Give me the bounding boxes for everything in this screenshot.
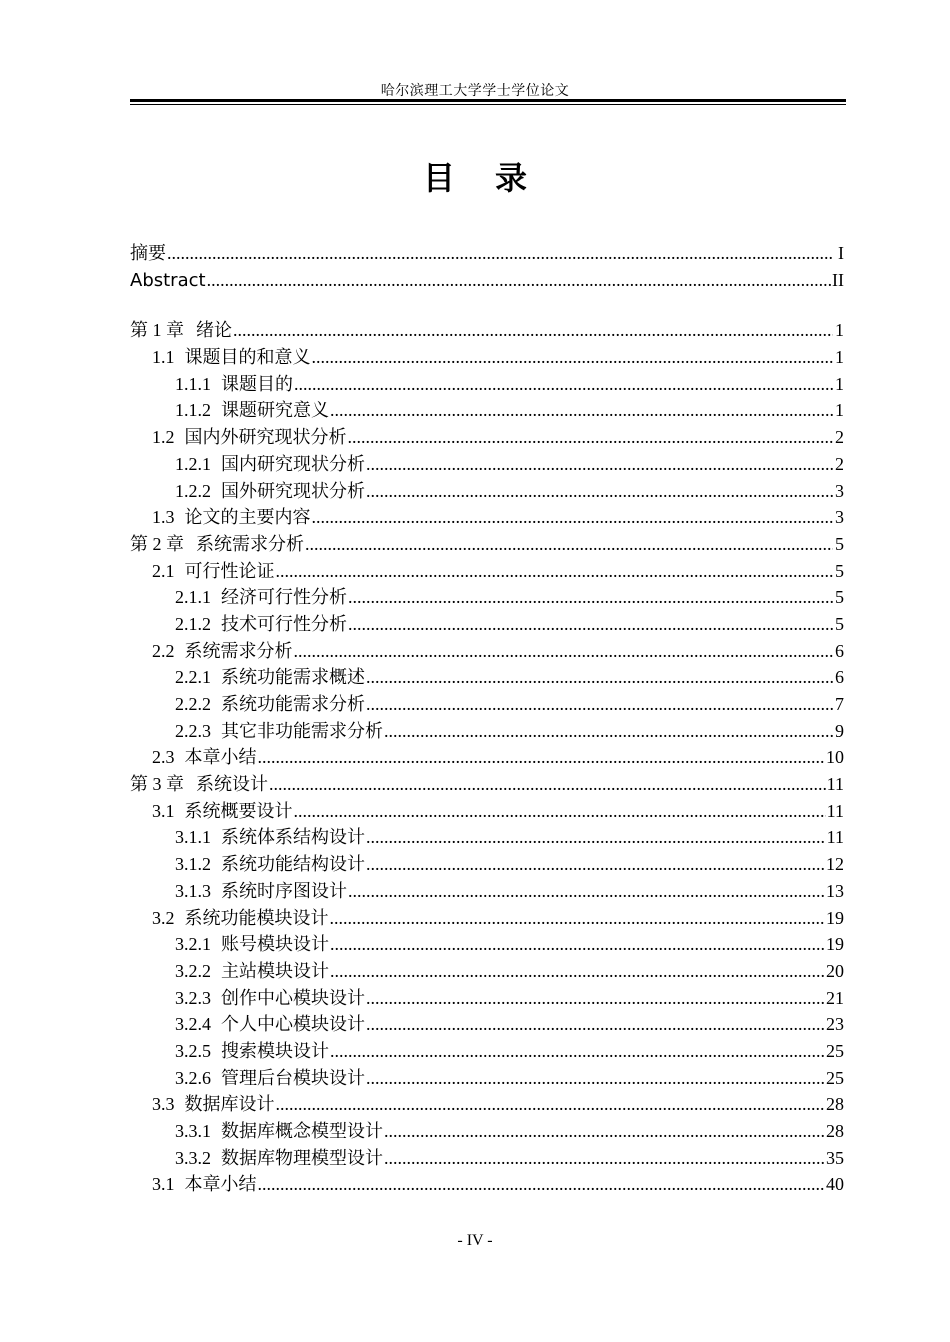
toc-entry[interactable] bbox=[130, 985, 844, 1012]
toc-dot-leader bbox=[366, 985, 825, 1012]
toc-entry-number: 2.1 bbox=[152, 560, 175, 581]
toc-dot-leader bbox=[348, 878, 825, 905]
toc-entry[interactable] bbox=[130, 905, 844, 932]
toc-entry-page: 10 bbox=[826, 747, 844, 768]
toc-entry-page: 5 bbox=[835, 533, 844, 554]
toc-entry-page: 35 bbox=[826, 1147, 844, 1168]
toc-entry[interactable] bbox=[130, 558, 844, 585]
toc-entry[interactable] bbox=[130, 1065, 844, 1092]
toc-entry[interactable] bbox=[130, 267, 844, 294]
toc-entry[interactable] bbox=[130, 1038, 844, 1065]
toc-entry-page: 7 bbox=[835, 694, 844, 714]
toc-entry[interactable] bbox=[130, 1171, 844, 1198]
toc-entry-number: 3.1 bbox=[152, 1174, 175, 1195]
toc-dot-leader bbox=[384, 718, 833, 745]
toc-entry-page: 2 bbox=[835, 427, 844, 448]
toc-entry-number: 3.2.5 bbox=[175, 1040, 211, 1061]
toc-dot-leader bbox=[348, 424, 834, 451]
toc-entry-number: 第 1 章 bbox=[130, 320, 184, 341]
toc-dot-leader bbox=[366, 478, 833, 505]
toc-entry-label: 国外研究现状分析 bbox=[221, 480, 365, 502]
toc-entry-page: II bbox=[832, 269, 844, 290]
toc-dot-leader bbox=[366, 1065, 825, 1092]
toc-entry-page: 19 bbox=[826, 934, 844, 955]
toc-entry[interactable] bbox=[130, 611, 844, 638]
toc-entry[interactable] bbox=[130, 451, 844, 478]
toc-entry-label: 摘要 bbox=[130, 243, 166, 264]
toc-entry-number: 第 3 章 bbox=[130, 774, 184, 795]
toc-entry[interactable] bbox=[130, 798, 844, 825]
toc-entry[interactable] bbox=[130, 504, 844, 531]
toc-entry-label: 课题目的和意义 bbox=[184, 347, 311, 369]
toc-entry-page: 19 bbox=[826, 907, 844, 928]
toc-entry-page: 23 bbox=[826, 1014, 844, 1035]
toc-entry-page: 5 bbox=[835, 613, 844, 634]
toc-entry-label: 数据库物理模型设计 bbox=[221, 1147, 383, 1169]
toc-dot-leader bbox=[294, 638, 834, 665]
toc-entry-label: 个人中心模块设计 bbox=[221, 1014, 365, 1036]
toc-entry[interactable] bbox=[130, 531, 844, 558]
toc-entry-label: 系统功能需求分析 bbox=[221, 694, 365, 715]
toc-entry-page: 1 bbox=[835, 400, 844, 421]
toc-entry-number: 2.1.2 bbox=[175, 613, 211, 634]
toc-entry-number: 2.2.3 bbox=[175, 720, 211, 741]
toc-entry[interactable] bbox=[130, 931, 844, 958]
toc-entry-number: 1.2 bbox=[152, 427, 175, 448]
toc-entry-number: 2.2.1 bbox=[175, 667, 211, 688]
toc-entry-number: 1.1.2 bbox=[175, 400, 211, 421]
toc-entry[interactable] bbox=[130, 958, 844, 985]
toc-entry-label: 绪论 bbox=[196, 320, 232, 342]
toc-dot-leader bbox=[276, 558, 834, 585]
toc-entry-number: 3.3.2 bbox=[175, 1147, 211, 1168]
toc-entry-label: 系统时序图设计 bbox=[221, 880, 347, 902]
toc-entry-label: 课题研究意义 bbox=[221, 400, 329, 422]
toc-entry-number: 1.2.2 bbox=[175, 480, 211, 501]
toc-entry-page: 11 bbox=[826, 800, 844, 821]
toc-entry-page: 5 bbox=[835, 560, 844, 581]
toc-entry-page: 1 bbox=[835, 373, 844, 394]
toc-entry-number: 3.1.1 bbox=[175, 827, 211, 848]
toc-entry-label: 论文的主要内容 bbox=[184, 507, 311, 529]
toc-entry-page: 6 bbox=[835, 667, 844, 688]
toc-entry-page: 6 bbox=[835, 640, 844, 661]
toc-entry-number: 3.3 bbox=[152, 1094, 175, 1115]
toc-entry-page: 1 bbox=[835, 320, 844, 341]
toc-entry-label: 系统需求分析 bbox=[196, 533, 304, 555]
toc-dot-leader bbox=[366, 1011, 825, 1038]
toc-entry-page: 12 bbox=[826, 854, 844, 875]
toc-entry-number: 3.2.4 bbox=[175, 1014, 211, 1035]
toc-entry-page: 1 bbox=[835, 347, 844, 368]
toc-entry-number: 1.1.1 bbox=[175, 373, 211, 394]
toc-dot-leader bbox=[258, 1171, 826, 1198]
toc-entry-number: 3.2 bbox=[152, 907, 175, 928]
toc-entry[interactable] bbox=[130, 718, 844, 745]
toc-dot-leader bbox=[366, 451, 833, 478]
toc-dot-leader bbox=[258, 744, 826, 771]
toc-entry-page: 3 bbox=[835, 507, 844, 528]
toc-entry-label: 账号模块设计 bbox=[221, 934, 329, 956]
toc-entry[interactable] bbox=[130, 478, 844, 505]
toc-dot-leader bbox=[384, 1118, 825, 1145]
toc-entry-number: 第 2 章 bbox=[130, 533, 184, 554]
toc-entry-label: 系统功能模块设计 bbox=[184, 907, 329, 929]
toc-dot-leader bbox=[294, 798, 826, 825]
toc-entry-number: 1.3 bbox=[152, 507, 175, 528]
toc-entry-number: 3.2.3 bbox=[175, 987, 211, 1008]
page-number: - IV - bbox=[457, 1232, 493, 1249]
toc-entry-number: 3.2.2 bbox=[175, 960, 211, 981]
page-title: 目录 bbox=[422, 159, 567, 197]
toc-entry-label: Abstract bbox=[130, 269, 206, 291]
table-of-contents bbox=[130, 240, 844, 1198]
toc-dot-leader bbox=[330, 958, 825, 985]
toc-dot-leader bbox=[207, 267, 831, 294]
toc-entry-page: 21 bbox=[826, 987, 844, 1008]
toc-entry[interactable] bbox=[130, 1091, 844, 1118]
toc-entry[interactable] bbox=[130, 344, 844, 371]
toc-entry-number: 3.2.6 bbox=[175, 1067, 211, 1088]
header-rule bbox=[130, 99, 846, 102]
toc-entry-label: 国内外研究现状分析 bbox=[184, 427, 347, 449]
toc-entry-label: 系统概要设计 bbox=[184, 800, 293, 822]
toc-dot-leader bbox=[294, 371, 833, 398]
toc-entry-label: 本章小结 bbox=[184, 1174, 257, 1196]
toc-dot-leader bbox=[366, 664, 833, 691]
toc-entry-number: 2.1.1 bbox=[175, 587, 211, 608]
toc-entry[interactable] bbox=[130, 824, 844, 851]
toc-entry-number: 3.1 bbox=[152, 800, 175, 821]
toc-entry-label: 经济可行性分析 bbox=[221, 587, 347, 609]
toc-entry-label: 其它非功能需求分析 bbox=[221, 720, 383, 742]
toc-entry-number: 3.1.2 bbox=[175, 854, 211, 875]
toc-entry-number: 1.2.1 bbox=[175, 453, 211, 474]
toc-entry-label: 国内研究现状分析 bbox=[221, 453, 365, 475]
toc-entry-page: 20 bbox=[826, 960, 844, 981]
toc-entry[interactable] bbox=[130, 1118, 844, 1145]
toc-entry[interactable] bbox=[130, 638, 844, 665]
toc-entry-number: 2.2 bbox=[152, 640, 175, 661]
toc-entry[interactable] bbox=[130, 1011, 844, 1038]
toc-entry[interactable] bbox=[130, 691, 844, 718]
toc-dot-leader bbox=[330, 905, 826, 932]
toc-entry-label: 数据库设计 bbox=[184, 1094, 275, 1116]
toc-entry[interactable] bbox=[130, 771, 844, 798]
toc-entry-page: 9 bbox=[835, 720, 844, 741]
toc-entry[interactable] bbox=[130, 851, 844, 878]
toc-entry-page: 28 bbox=[826, 1094, 844, 1115]
toc-dot-leader bbox=[233, 317, 833, 344]
toc-dot-leader bbox=[348, 611, 833, 638]
toc-entry-page: 11 bbox=[826, 774, 844, 795]
toc-dot-leader bbox=[366, 691, 833, 718]
toc-entry-page: 28 bbox=[826, 1121, 844, 1141]
toc-entry-label: 系统功能结构设计 bbox=[221, 854, 365, 876]
toc-entry-label: 数据库概念模型设计 bbox=[221, 1121, 383, 1142]
toc-dot-leader bbox=[384, 1145, 825, 1172]
toc-entry-page: 3 bbox=[835, 480, 844, 501]
toc-entry-number: 3.2.1 bbox=[175, 934, 211, 955]
toc-entry-label: 可行性论证 bbox=[184, 560, 275, 582]
toc-entry[interactable] bbox=[130, 397, 844, 424]
toc-entry[interactable] bbox=[130, 584, 844, 611]
toc-entry-number: 2.2.2 bbox=[175, 694, 211, 714]
toc-entry-number: 1.1 bbox=[152, 347, 175, 368]
toc-entry-label: 管理后台模块设计 bbox=[221, 1067, 365, 1089]
toc-entry-page: 11 bbox=[826, 827, 844, 848]
toc-dot-leader bbox=[167, 240, 833, 267]
toc-dot-leader bbox=[312, 504, 834, 531]
toc-entry-label: 系统设计 bbox=[196, 774, 268, 796]
toc-entry-number: 3.3.1 bbox=[175, 1121, 211, 1141]
toc-dot-leader bbox=[366, 824, 826, 851]
toc-entry-label: 课题目的 bbox=[221, 373, 293, 395]
toc-entry-page: 25 bbox=[826, 1067, 844, 1088]
toc-entry[interactable] bbox=[130, 1145, 844, 1172]
toc-entry-label: 系统功能需求概述 bbox=[221, 667, 365, 689]
toc-dot-leader bbox=[330, 931, 825, 958]
toc-dot-leader bbox=[305, 531, 833, 558]
toc-entry-label: 搜索模块设计 bbox=[221, 1040, 329, 1062]
toc-dot-leader bbox=[312, 344, 834, 371]
toc-entry[interactable] bbox=[130, 878, 844, 905]
toc-dot-leader bbox=[330, 1038, 825, 1065]
toc-entry-page: I bbox=[838, 243, 844, 263]
toc-entry-label: 系统体系结构设计 bbox=[221, 827, 365, 849]
toc-entry-label: 系统需求分析 bbox=[184, 640, 293, 662]
running-header: 哈尔滨理工大学学士学位论文 bbox=[380, 83, 570, 99]
toc-entry-label: 主站模块设计 bbox=[221, 960, 329, 982]
toc-entry[interactable] bbox=[130, 744, 844, 771]
toc-entry[interactable] bbox=[130, 371, 844, 398]
toc-entry[interactable] bbox=[130, 424, 844, 451]
header-rule-thin bbox=[130, 104, 846, 105]
toc-entry-number: 3.1.3 bbox=[175, 880, 211, 901]
toc-dot-leader bbox=[366, 851, 825, 878]
toc-entry[interactable] bbox=[130, 664, 844, 691]
toc-entry-page: 40 bbox=[826, 1174, 844, 1195]
toc-dot-leader bbox=[330, 397, 833, 424]
toc-entry[interactable] bbox=[130, 240, 844, 267]
toc-entry-page: 2 bbox=[835, 453, 844, 474]
toc-entry-label: 创作中心模块设计 bbox=[221, 987, 365, 1009]
toc-entry-number: 2.3 bbox=[152, 747, 175, 768]
toc-dot-leader bbox=[269, 771, 826, 798]
toc-dot-leader bbox=[276, 1091, 826, 1118]
toc-entry-label: 本章小结 bbox=[184, 747, 257, 769]
toc-entry[interactable] bbox=[130, 317, 844, 344]
toc-entry-page: 5 bbox=[835, 587, 844, 608]
toc-dot-leader bbox=[348, 584, 833, 611]
toc-entry-page: 25 bbox=[826, 1040, 844, 1061]
toc-entry-page: 13 bbox=[826, 880, 844, 901]
toc-entry-label: 技术可行性分析 bbox=[221, 613, 347, 635]
